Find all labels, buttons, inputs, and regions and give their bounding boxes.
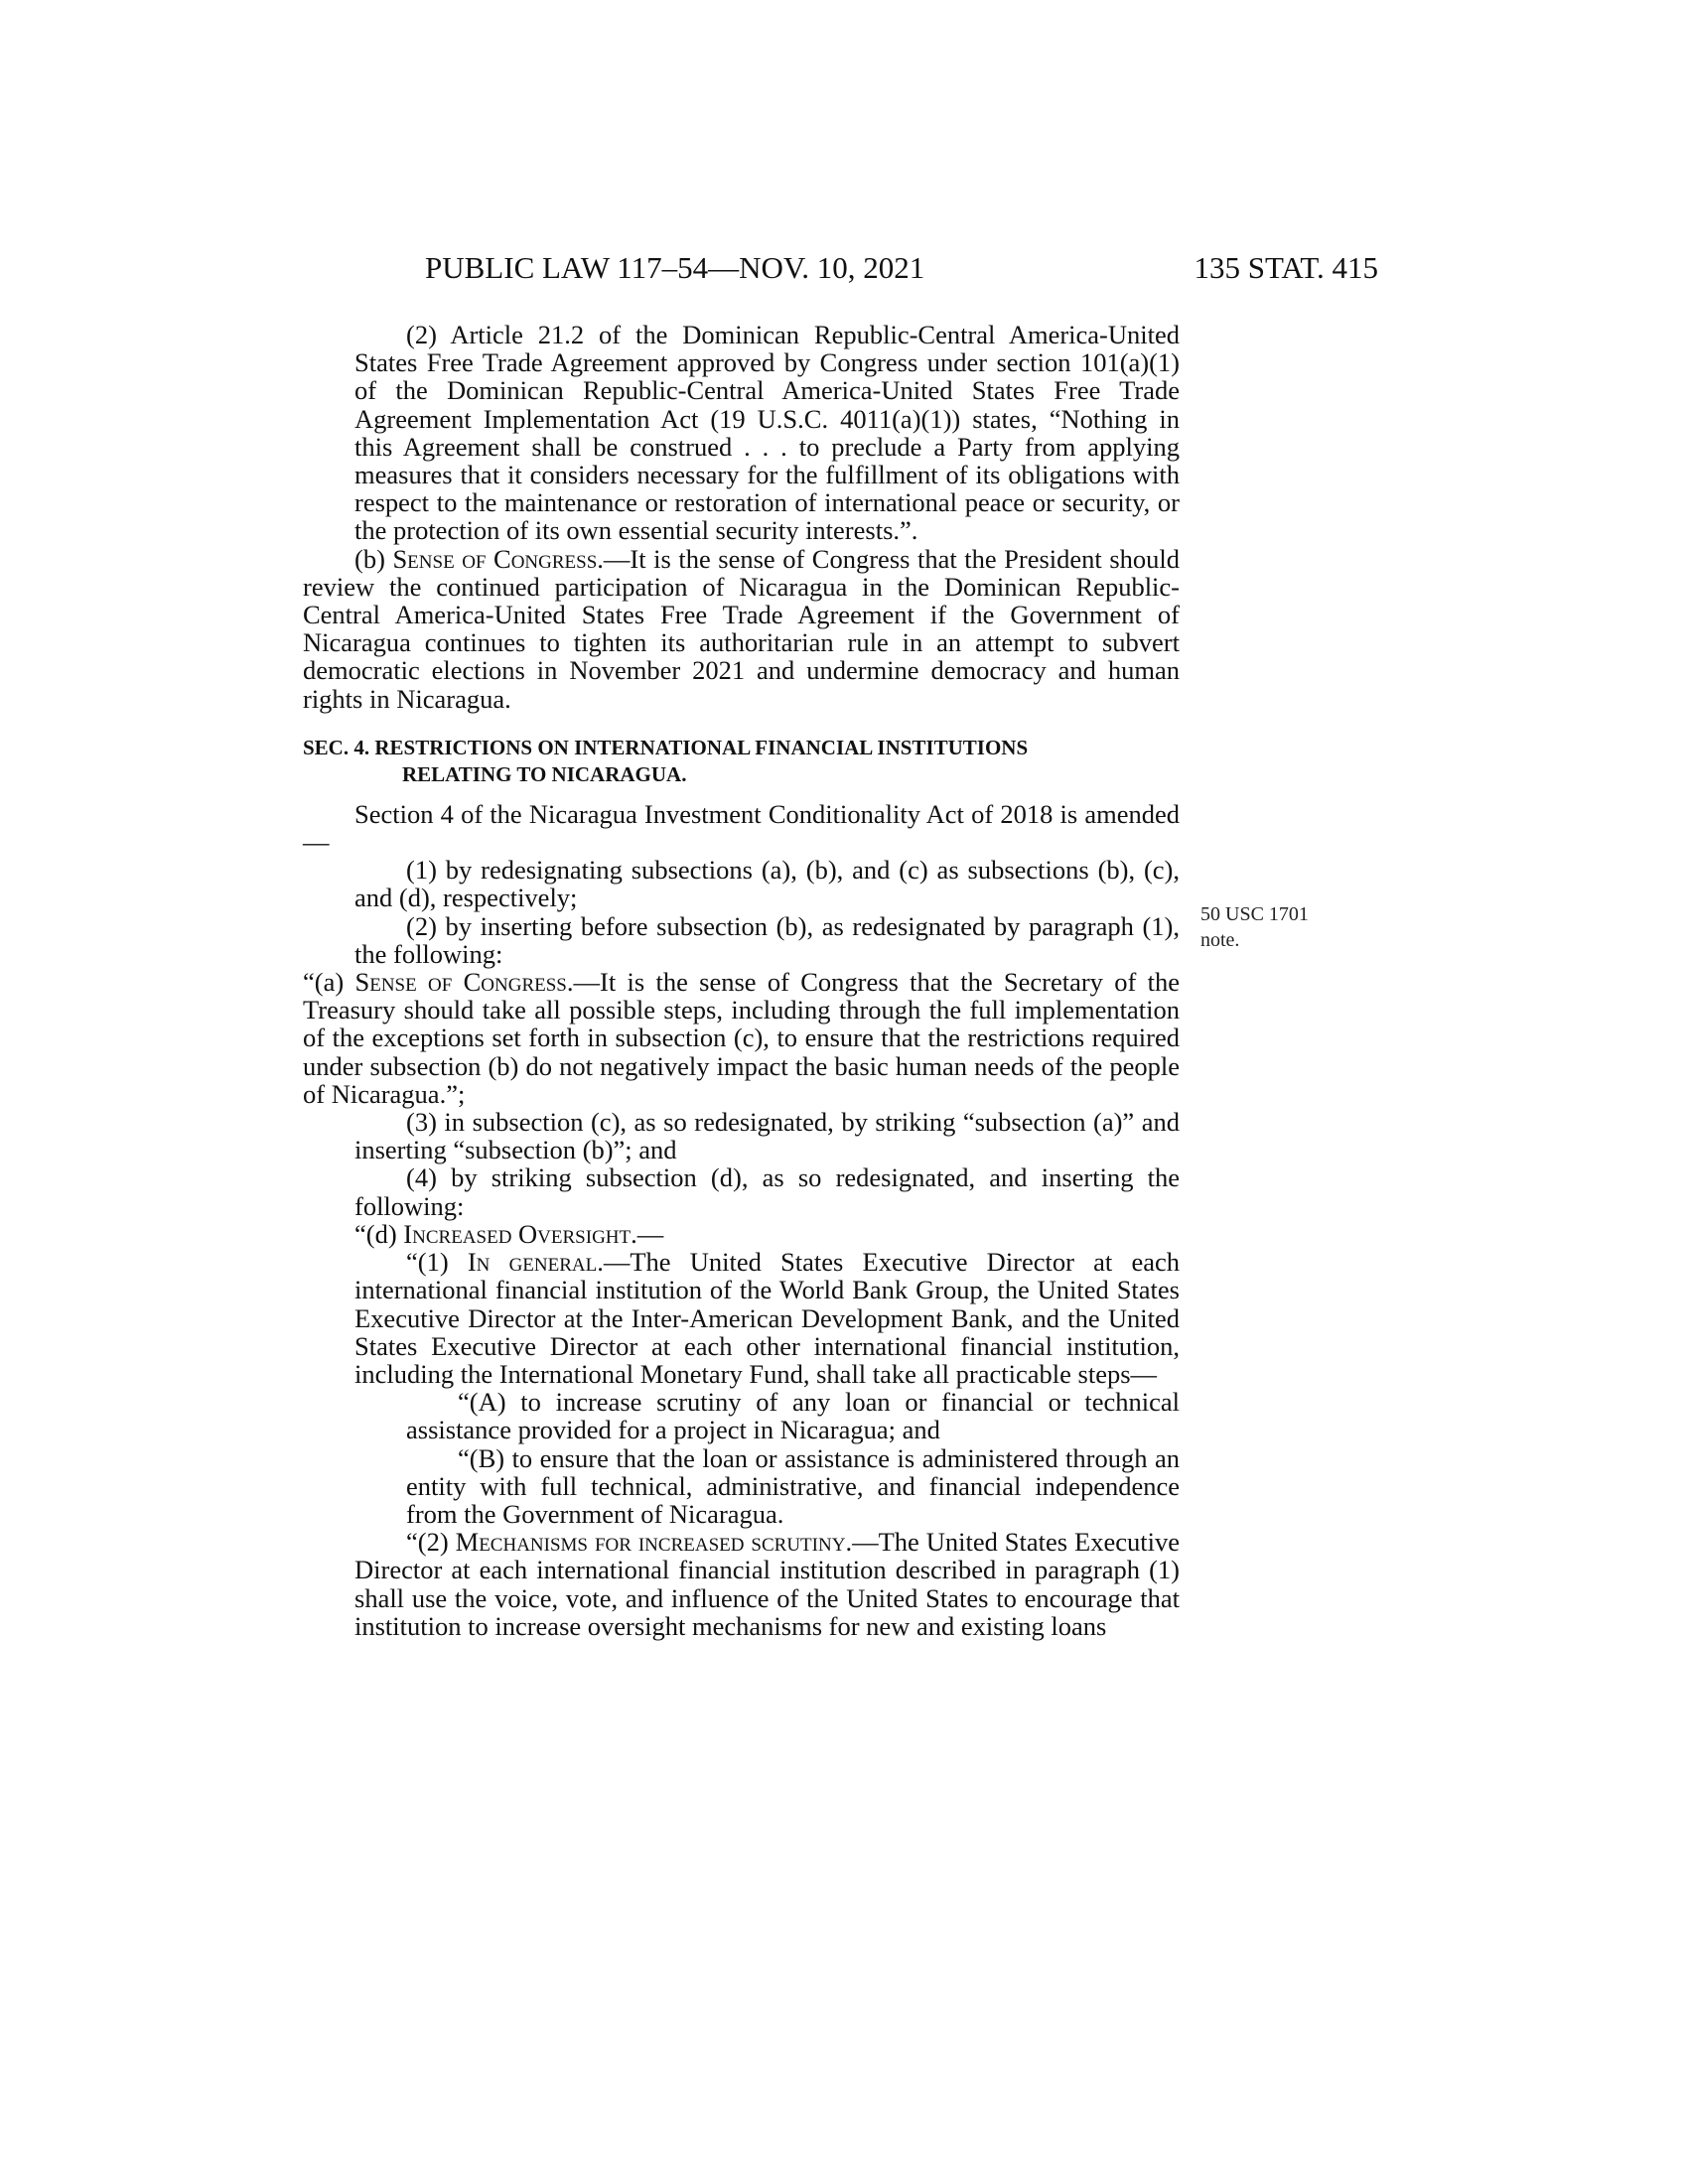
paragraph-heading: Sense of Congress (354, 967, 567, 998)
paragraph-text: “(A) to increase scrutiny of any loan or financial or technical assistance provided for a project in Nicaragua; and (406, 1387, 1180, 1445)
paragraph-section-4-intro (303, 800, 1180, 856)
paragraph-text: .—It is the sense of Congress that the President should review the continued participation of Nicaragua in the Dominican Republic-Central America-United States Free Trade Agreement if the Government of Nicaragua continues to tighten its authoritarian rule in an attempt to subvert democratic elections in November 2021 and undermine democracy and human rights in Nicaragua. (303, 543, 1180, 714)
paragraph-article-21-2 (303, 321, 1180, 545)
margin-note-line-1: 50 USC 1701 (1200, 903, 1309, 925)
paragraph-text: Section 4 of the Nicaragua Investment Conditionality Act of 2018 is amended— (303, 798, 1180, 858)
margin-note-line-2: note. (1200, 929, 1240, 951)
paragraph-heading: Sense of Congress (392, 543, 598, 574)
paragraph-text: (2) Article 21.2 of the Dominican Republic-Central America-United States Free Trade Agreement approved by Congress under section 101(a)(1) of the Dominican Republic-Central America-United States Free Trade Agreement Implementation Act (19 U.S.C. 4011(a)(1)) states, “Nothing in this Agreement shall be construed . . . to preclude a Party from applying measures that it considers necessary for the fulfillment of its obligations with respect to the maintenance or restoration of international peace or security, or the protection of its own essential security interests.”. (354, 320, 1180, 546)
paragraph-text: (2) by inserting before subsection (b), as redesignated by paragraph (1), the following: (354, 910, 1180, 969)
paragraph-text: .— (631, 1218, 664, 1249)
document-body (303, 321, 1180, 1640)
paragraph-item-2 (303, 912, 1180, 968)
paragraph-text: .—It is the sense of Congress that the Secretary of the Treasury should take all possible steps, including through the full implementation of the exceptions set forth in subsection (c), to ensure that the restrictions required under subsection (b) do not negatively impact the basic human needs of the people of Nicaragua.”; (303, 967, 1180, 1109)
page-header (425, 248, 1378, 288)
paragraph-in-general (303, 1248, 1180, 1388)
paragraph-text: (1) by redesignating subsections (a), (b), and (c) as subsections (b), (c), and (d), respectively; (354, 855, 1180, 913)
paragraph-prefix: “(2) (406, 1527, 456, 1558)
paragraph-prefix: “(1) (406, 1247, 468, 1278)
paragraph-sense-of-congress-b (303, 545, 1180, 713)
paragraph-prefix: (b) (354, 543, 393, 574)
paragraph-heading: Increased Oversight (403, 1218, 632, 1249)
paragraph-prefix: “(a) (303, 967, 355, 998)
paragraph-text: (4) by striking subsection (d), as so redesignated, and inserting the following: (354, 1162, 1180, 1221)
paragraph-heading: In general (467, 1247, 598, 1278)
section-heading (303, 735, 1180, 788)
paragraph-text: (3) in subsection (c), as so redesignated, by striking “subsection (a)” and inserting “subsection (b)”; and (354, 1107, 1180, 1165)
section-heading-line-1: SEC. 4. RESTRICTIONS ON INTERNATIONAL FINANCIAL INSTITUTIONS (303, 735, 1029, 759)
paragraph-heading: Mechanisms for increased scrutiny (455, 1527, 846, 1558)
paragraph-increased-oversight (303, 1220, 1180, 1248)
paragraph-item-4 (303, 1163, 1180, 1219)
header-title: PUBLIC LAW 117–54—NOV. 10, 2021 (425, 250, 925, 285)
paragraph-text: .—The United States Executive Director at each international financial institution described in paragraph (1) shall use the voice, vote, and influence of the United States to encourage that institution to increase oversight mechanisms for new and existing loans (354, 1527, 1180, 1641)
paragraph-text: “(B) to ensure that the loan or assistance is administered through an entity with full technical, administrative, and financial independence from the Government of Nicaragua. (406, 1442, 1180, 1529)
paragraph-item-1 (303, 856, 1180, 911)
paragraph-text: .—The United States Executive Director at each international financial institution of the World Bank Group, the United States Executive Director at the Inter-American Development Bank, and the United States Executive Director at each other international financial institution, including the International Monetary Fund, shall take all practicable steps— (354, 1247, 1180, 1389)
paragraph-prefix: “(d) (354, 1218, 404, 1249)
section-heading-line-2: RELATING TO NICARAGUA. (402, 761, 687, 786)
paragraph-mechanisms (303, 1528, 1180, 1640)
paragraph-item-3 (303, 1108, 1180, 1163)
header-stat-citation: 135 STAT. 415 (1194, 250, 1378, 285)
margin-note (1200, 901, 1309, 953)
paragraph-subitem-b (303, 1444, 1180, 1529)
paragraph-inserted-sense-of-congress-a (303, 968, 1180, 1108)
paragraph-subitem-a (303, 1388, 1180, 1443)
